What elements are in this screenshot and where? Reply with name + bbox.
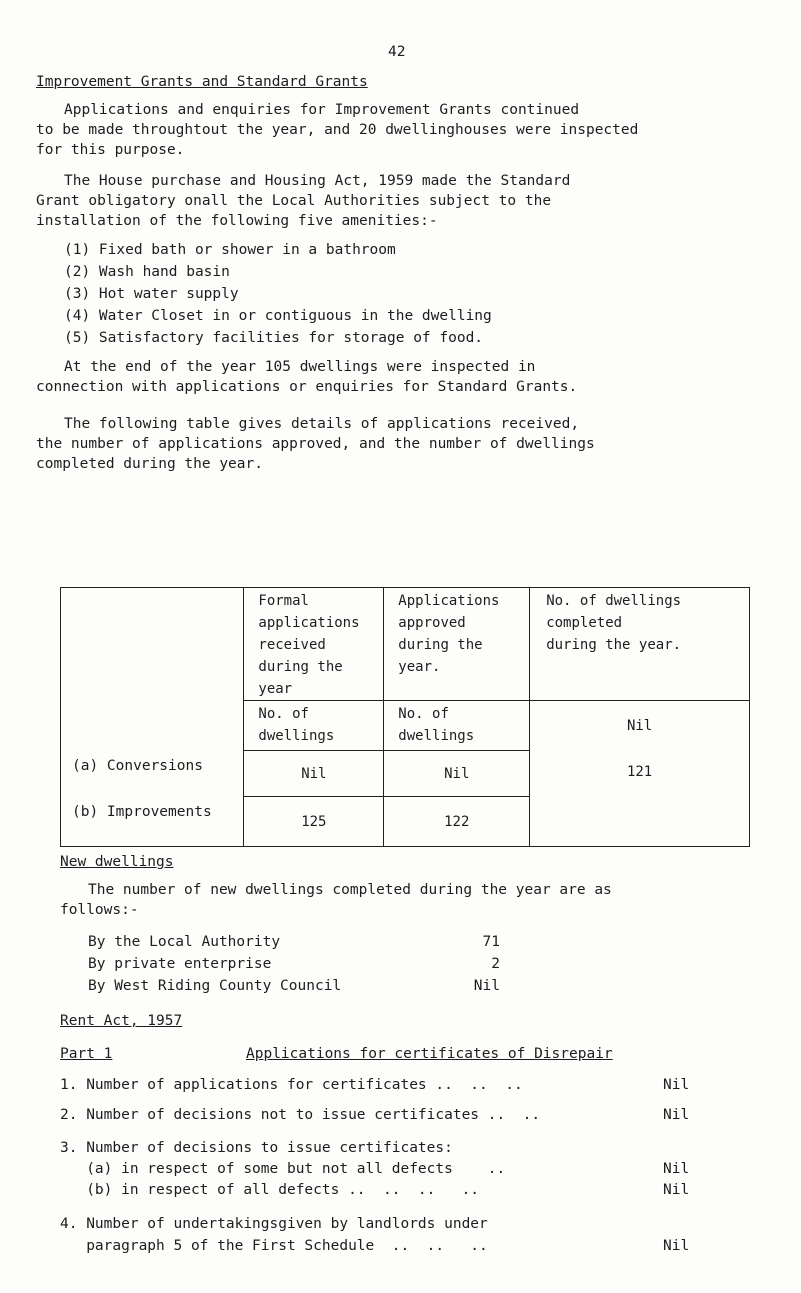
completed-conversions: Nil [626,718,653,734]
subheader-approved: No. of dwellings [398,706,475,744]
amenity-4: (4) Water Closet in or contiguous in the dwelling [64,308,492,324]
header-completed: No. of dwellings completed during the year. [546,593,682,653]
new-dwellings-value-3: Nil [473,978,500,994]
rent-act-part-title: Applications for certificates of Disrepair [246,1046,613,1062]
rent-act-part-label: Part 1 [60,1046,113,1062]
received-improvements: 125 [301,813,327,830]
new-dwellings-item-3: By West Riding County Council [88,978,342,994]
rent-value-1: Nil [663,1077,690,1093]
new-dwellings-item-1: By the Local Authority [88,934,281,950]
rent-item-2: 2. Number of decisions not to issue certificates .. .. [60,1107,541,1123]
para3-line1: At the end of the year 105 dwellings were inspected in [64,359,536,375]
new-dwellings-heading: New dwellings [60,854,174,870]
new-dwellings-value-2: 2 [491,956,500,972]
new-dwellings-intro-1: The number of new dwellings completed during the year are as [88,882,612,898]
para4-line3: completed during the year. [36,456,263,472]
rent-value-2: Nil [663,1107,690,1123]
completed-improvements: 121 [626,764,653,780]
improvement-heading: Improvement Grants and Standard Grants [36,74,368,90]
para2-line2: Grant obligatory onall the Local Authorities subject to the [36,193,552,209]
header-approved: Applications approved during the year. [398,593,500,675]
rent-value-3b: Nil [663,1182,690,1198]
amenity-2: (2) Wash hand basin [64,264,230,280]
amenity-5: (5) Satisfactory facilities for storage of food. [64,330,484,346]
approved-conversions: Nil [444,765,470,782]
rent-item-4: 4. Number of undertakingsgiven by landlords under [60,1216,488,1232]
row-label-improvements: (b) Improvements [72,804,212,820]
para1-line1: Applications and enquiries for Improvement Grants continued [64,102,580,118]
completed-column [530,701,750,847]
subheader-received: No. of dwellings [258,706,335,744]
rent-value-3a: Nil [663,1161,690,1177]
para2-line1: The House purchase and Housing Act, 1959 made the Standard [64,173,571,189]
received-conversions: Nil [301,765,327,782]
new-dwellings-value-1: 71 [482,934,500,950]
rent-item-3a: (a) in respect of some but not all defects .. [60,1161,506,1177]
rent-value-4: Nil [663,1238,690,1254]
amenity-1: (1) Fixed bath or shower in a bathroom [64,242,396,258]
rent-act-heading: Rent Act, 1957 [60,1013,183,1029]
new-dwellings-intro-2: follows:- [60,902,139,918]
rent-item-3: 3. Number of decisions to issue certificates: [60,1140,453,1156]
rent-item-4-cont: paragraph 5 of the First Schedule .. .. .. [60,1238,488,1254]
para3-line2: connection with applications or enquiries for Standard Grants. [36,379,578,395]
para4-line2: the number of applications approved, and the number of dwellings [36,436,595,452]
amenity-3: (3) Hot water supply [64,286,239,302]
approved-improvements: 122 [444,813,470,830]
rent-item-3b: (b) in respect of all defects .. .. .. .. [60,1182,480,1198]
rent-item-1: 1. Number of applications for certificates .. .. .. [60,1077,523,1093]
para4-line1: The following table gives details of applications received, [64,416,580,432]
row-label-conversions: (a) Conversions [72,758,203,774]
para1-line2: to be made throughtout the year, and 20 dwellinghouses were inspected [36,122,639,138]
para1-line3: for this purpose. [36,142,185,158]
header-received: Formal applications received during the year [258,593,360,697]
page-number: 42 [388,44,406,60]
para2-line3: installation of the following five amenities:- [36,213,438,229]
new-dwellings-item-2: By private enterprise [88,956,272,972]
